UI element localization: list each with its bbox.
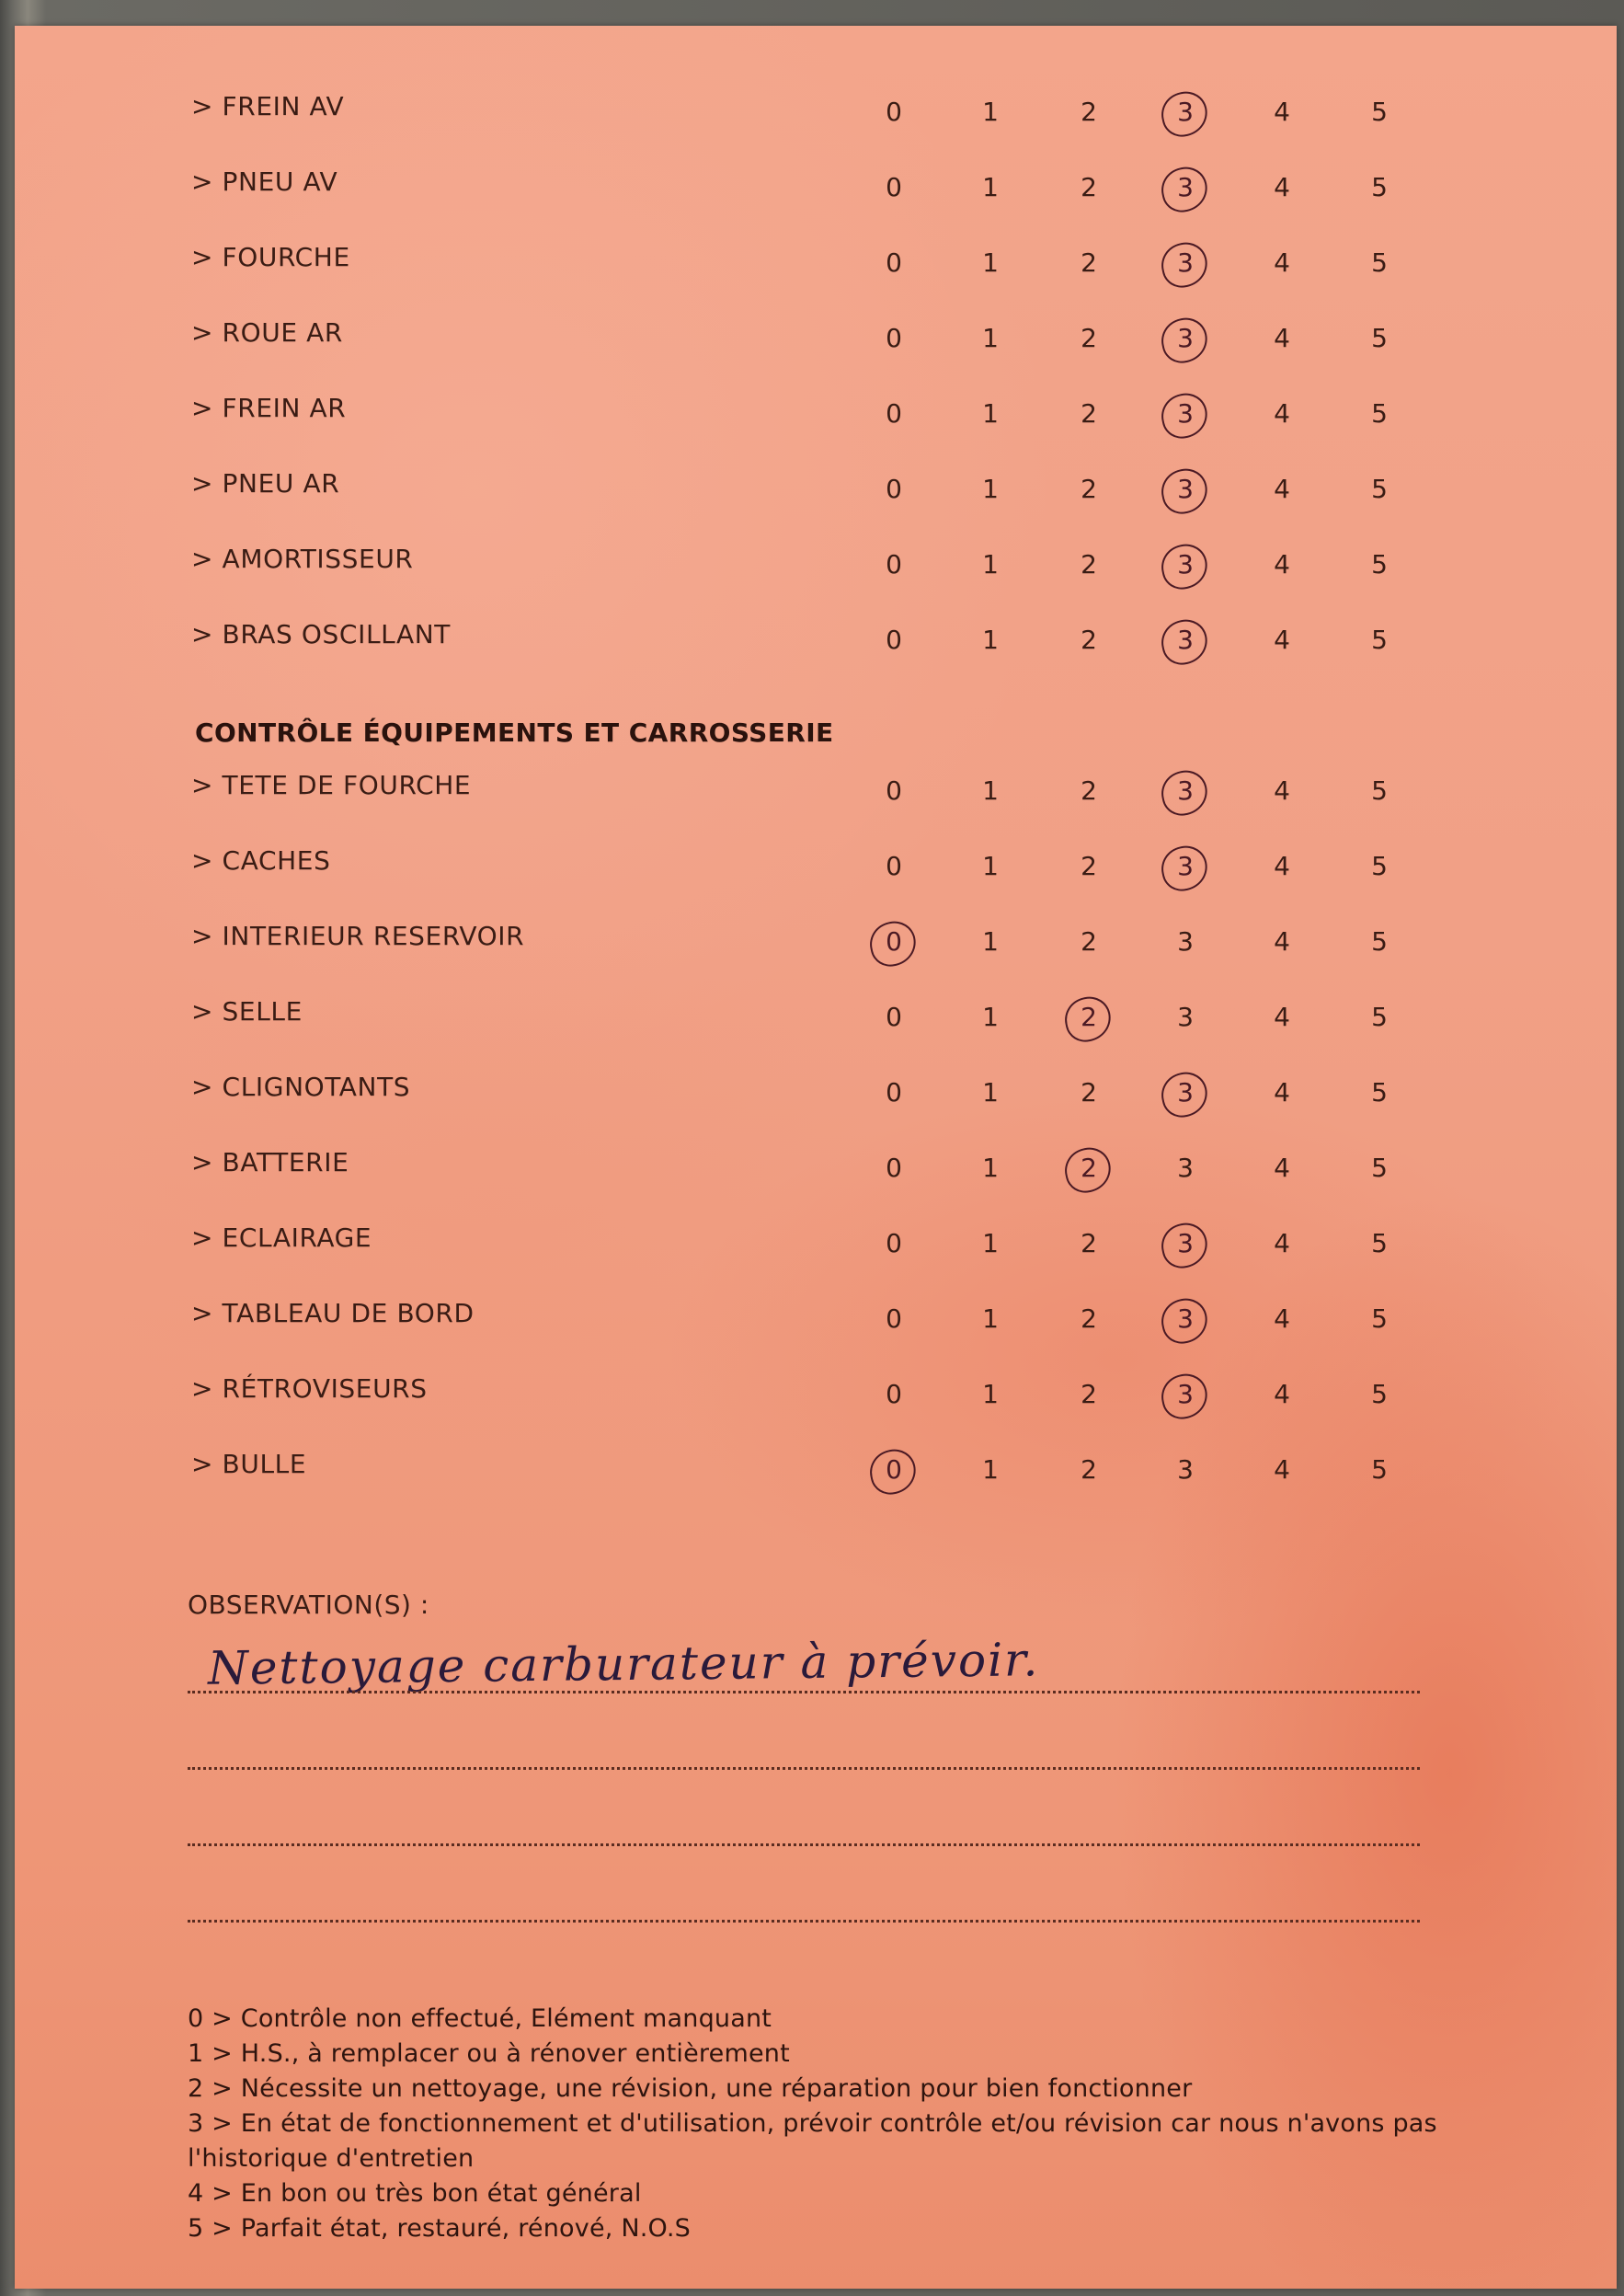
score-option[interactable] — [972, 1301, 1009, 1337]
score-value: 3 — [1177, 1454, 1194, 1485]
checklist-item-label: > FREIN AV — [191, 91, 345, 121]
score-value: 5 — [1371, 398, 1388, 429]
score-value: 5 — [1371, 926, 1388, 957]
score-option[interactable] — [875, 320, 912, 357]
section-title: CONTRÔLE ÉQUIPEMENTS ET CARROSSERIE — [195, 718, 834, 748]
checklist-item-label: > ROUE AR — [191, 317, 343, 348]
score-option[interactable] — [972, 1150, 1009, 1187]
checklist-item-label: > PNEU AR — [191, 468, 340, 499]
score-value: 1 — [982, 851, 999, 881]
score-option[interactable] — [972, 245, 1009, 281]
observation-line — [188, 1843, 1420, 1846]
score-value: 1 — [982, 1454, 999, 1485]
handdrawn-circle-icon — [1158, 615, 1212, 668]
handdrawn-circle-icon — [1158, 389, 1212, 442]
score-option[interactable] — [1264, 471, 1300, 508]
checklist-row — [15, 918, 1617, 973]
score-option-selected[interactable] — [1167, 1376, 1204, 1413]
score-option-selected[interactable] — [1167, 471, 1204, 508]
score-value: 2 — [1081, 851, 1097, 881]
score-value: 1 — [982, 474, 999, 504]
score-value: 2 — [1081, 1379, 1097, 1409]
observations-label: OBSERVATION(S) : — [188, 1590, 429, 1620]
score-value: 5 — [1371, 172, 1388, 202]
score-option[interactable] — [1361, 1452, 1398, 1488]
score-option[interactable] — [1264, 546, 1300, 583]
checklist-row — [15, 1295, 1617, 1350]
score-value: 1 — [982, 172, 999, 202]
score-option[interactable] — [875, 546, 912, 583]
score-value: 0 — [886, 398, 902, 429]
score-value: 3 — [1177, 172, 1194, 202]
checklist-item-label: > RÉTROVISEURS — [191, 1373, 428, 1404]
score-option[interactable] — [972, 1452, 1009, 1488]
score-option[interactable] — [1264, 1150, 1300, 1187]
score-option[interactable] — [875, 94, 912, 131]
score-value: 3 — [1177, 474, 1194, 504]
score-option[interactable] — [972, 1074, 1009, 1111]
score-value: 2 — [1081, 1228, 1097, 1258]
checklist-row — [15, 993, 1617, 1049]
score-value: 4 — [1274, 323, 1290, 353]
handdrawn-circle-icon — [1158, 1219, 1212, 1271]
score-value: 5 — [1371, 474, 1388, 504]
score-option[interactable] — [972, 320, 1009, 357]
score-value: 2 — [1081, 1077, 1097, 1108]
score-value: 1 — [982, 1303, 999, 1334]
score-value: 4 — [1274, 172, 1290, 202]
score-value: 4 — [1274, 775, 1290, 806]
score-value: 3 — [1177, 97, 1194, 127]
score-option[interactable] — [1264, 999, 1300, 1036]
score-value: 3 — [1177, 247, 1194, 278]
score-option[interactable] — [972, 94, 1009, 131]
score-option[interactable] — [1070, 622, 1107, 659]
score-option[interactable] — [875, 622, 912, 659]
handdrawn-circle-icon — [1158, 163, 1212, 215]
checklist-row — [15, 1446, 1617, 1501]
score-value: 3 — [1177, 323, 1194, 353]
score-option[interactable] — [1167, 924, 1204, 960]
score-option[interactable] — [1070, 924, 1107, 960]
score-value: 2 — [1081, 625, 1097, 655]
checklist-row — [15, 541, 1617, 596]
checklist-item-label: > BATTERIE — [191, 1147, 349, 1177]
score-value: 2 — [1081, 926, 1097, 957]
score-option[interactable] — [972, 999, 1009, 1036]
score-option[interactable] — [972, 169, 1009, 206]
checklist-row — [15, 1220, 1617, 1275]
legend-item: 0 > Contrôle non effectué, Elément manquant — [188, 2004, 772, 2033]
score-value: 3 — [1177, 1379, 1194, 1409]
score-value: 1 — [982, 323, 999, 353]
score-value: 0 — [886, 474, 902, 504]
checklist-item-label: > SELLE — [191, 996, 303, 1027]
checklist-item-label: > ECLAIRAGE — [191, 1223, 372, 1253]
score-value: 4 — [1274, 926, 1290, 957]
score-option[interactable] — [1070, 1074, 1107, 1111]
score-option[interactable] — [1264, 94, 1300, 131]
score-option[interactable] — [875, 245, 912, 281]
score-option[interactable] — [1264, 622, 1300, 659]
handdrawn-circle-icon — [1158, 238, 1212, 291]
score-option[interactable] — [875, 396, 912, 432]
checklist-item-label: > AMORTISSEUR — [191, 544, 414, 574]
checklist-item-label: > CACHES — [191, 845, 331, 876]
score-value: 0 — [886, 323, 902, 353]
score-option[interactable] — [1264, 1376, 1300, 1413]
score-value: 0 — [886, 97, 902, 127]
score-value: 0 — [886, 1228, 902, 1258]
score-option-selected[interactable] — [1167, 396, 1204, 432]
score-option[interactable] — [875, 848, 912, 885]
score-option[interactable] — [1070, 773, 1107, 809]
checklist-item-label: > PNEU AV — [191, 166, 338, 197]
score-option-selected[interactable] — [1070, 999, 1107, 1036]
score-option[interactable] — [1070, 546, 1107, 583]
score-value: 0 — [886, 247, 902, 278]
score-value: 2 — [1081, 1153, 1097, 1183]
handdrawn-circle-icon — [866, 1445, 921, 1498]
score-option[interactable] — [1070, 245, 1107, 281]
score-value: 4 — [1274, 474, 1290, 504]
score-option[interactable] — [1264, 1301, 1300, 1337]
checklist-row — [15, 88, 1617, 144]
score-value: 5 — [1371, 1303, 1388, 1334]
score-option[interactable] — [1264, 1074, 1300, 1111]
score-value: 4 — [1274, 625, 1290, 655]
handdrawn-circle-icon — [1158, 540, 1212, 592]
score-option[interactable] — [1264, 320, 1300, 357]
score-value: 5 — [1371, 1077, 1388, 1108]
score-option-selected[interactable] — [1167, 1301, 1204, 1337]
score-option[interactable] — [875, 1074, 912, 1111]
score-option[interactable] — [1070, 1452, 1107, 1488]
score-option-selected[interactable] — [1167, 546, 1204, 583]
score-option[interactable] — [1070, 320, 1107, 357]
handdrawn-circle-icon — [866, 917, 921, 970]
score-value: 0 — [886, 172, 902, 202]
score-option[interactable] — [1167, 1452, 1204, 1488]
score-option[interactable] — [1070, 1301, 1107, 1337]
score-value: 2 — [1081, 775, 1097, 806]
score-option-selected[interactable] — [875, 1452, 912, 1488]
score-option-selected[interactable] — [1167, 1074, 1204, 1111]
score-value: 4 — [1274, 247, 1290, 278]
score-option[interactable] — [1361, 320, 1398, 357]
legend-item: 4 > En bon ou très bon état général — [188, 2179, 642, 2208]
score-value: 4 — [1274, 398, 1290, 429]
handdrawn-circle-icon — [1158, 842, 1212, 894]
observation-handwritten-note: Nettoyage carburateur à prévoir. — [207, 1633, 1040, 1695]
score-value: 1 — [982, 775, 999, 806]
score-value: 0 — [886, 1303, 902, 1334]
handdrawn-circle-icon — [1061, 1143, 1115, 1196]
checklist-item-label: > FOURCHE — [191, 242, 350, 272]
score-option[interactable] — [1361, 245, 1398, 281]
score-value: 2 — [1081, 1303, 1097, 1334]
score-value: 0 — [886, 549, 902, 580]
legend-item: 1 > H.S., à remplacer ou à rénover entièrement — [188, 2039, 790, 2068]
checklist-row — [15, 1069, 1617, 1124]
score-value: 4 — [1274, 1303, 1290, 1334]
score-value: 5 — [1371, 97, 1388, 127]
score-option[interactable] — [1361, 1376, 1398, 1413]
score-option[interactable] — [1361, 169, 1398, 206]
checklist-row — [15, 767, 1617, 822]
handdrawn-circle-icon — [1158, 1370, 1212, 1422]
score-value: 2 — [1081, 172, 1097, 202]
score-option[interactable] — [1361, 1225, 1398, 1262]
score-option[interactable] — [1361, 999, 1398, 1036]
score-value: 3 — [1177, 1077, 1194, 1108]
score-option[interactable] — [1361, 622, 1398, 659]
score-value: 2 — [1081, 549, 1097, 580]
score-option[interactable] — [1070, 1376, 1107, 1413]
score-value: 1 — [982, 625, 999, 655]
checklist-item-label: > CLIGNOTANTS — [191, 1072, 411, 1102]
handdrawn-circle-icon — [1158, 314, 1212, 366]
score-value: 3 — [1177, 775, 1194, 806]
score-option[interactable] — [1167, 999, 1204, 1036]
score-option[interactable] — [1070, 471, 1107, 508]
score-value: 0 — [886, 926, 902, 957]
score-option[interactable] — [1361, 773, 1398, 809]
checklist-item-label: > INTERIEUR RESERVOIR — [191, 921, 525, 951]
checklist-row — [15, 1144, 1617, 1200]
handdrawn-circle-icon — [1158, 766, 1212, 819]
score-option[interactable] — [1070, 396, 1107, 432]
score-option[interactable] — [1070, 94, 1107, 131]
score-option[interactable] — [972, 1225, 1009, 1262]
checklist-row — [15, 843, 1617, 898]
checklist-row — [15, 164, 1617, 219]
score-value: 5 — [1371, 851, 1388, 881]
checklist-item-label: > TABLEAU DE BORD — [191, 1298, 475, 1328]
score-value: 4 — [1274, 1228, 1290, 1258]
checklist-item-label: > TETE DE FOURCHE — [191, 770, 472, 800]
score-option[interactable] — [972, 396, 1009, 432]
legend-item: 5 > Parfait état, restauré, rénové, N.O.S — [188, 2214, 691, 2243]
score-value: 5 — [1371, 1454, 1388, 1485]
score-option[interactable] — [875, 1150, 912, 1187]
score-option[interactable] — [1167, 1150, 1204, 1187]
score-option[interactable] — [875, 999, 912, 1036]
score-option[interactable] — [1070, 848, 1107, 885]
score-option[interactable] — [1070, 1225, 1107, 1262]
score-value: 3 — [1177, 1002, 1194, 1032]
score-value: 5 — [1371, 1002, 1388, 1032]
score-value: 3 — [1177, 549, 1194, 580]
checklist-item-label: > FREIN AR — [191, 393, 347, 423]
score-value: 5 — [1371, 1228, 1388, 1258]
observation-line — [188, 1920, 1420, 1923]
score-value: 2 — [1081, 474, 1097, 504]
score-value: 2 — [1081, 1002, 1097, 1032]
score-value: 1 — [982, 549, 999, 580]
inspection-sheet — [15, 26, 1617, 2289]
score-value: 2 — [1081, 323, 1097, 353]
score-option-selected[interactable] — [1167, 94, 1204, 131]
score-value: 4 — [1274, 97, 1290, 127]
score-option[interactable] — [972, 471, 1009, 508]
handdrawn-circle-icon — [1158, 87, 1212, 140]
checklist-row — [15, 465, 1617, 521]
score-value: 2 — [1081, 247, 1097, 278]
score-option[interactable] — [1361, 94, 1398, 131]
score-value: 0 — [886, 1153, 902, 1183]
score-option-selected[interactable] — [875, 924, 912, 960]
score-value: 5 — [1371, 625, 1388, 655]
score-value: 4 — [1274, 1379, 1290, 1409]
score-value: 0 — [886, 1002, 902, 1032]
score-value: 0 — [886, 625, 902, 655]
checklist-item-label: > BULLE — [191, 1449, 307, 1479]
score-value: 2 — [1081, 1454, 1097, 1485]
score-value: 1 — [982, 1077, 999, 1108]
checklist-row — [15, 1371, 1617, 1426]
score-option[interactable] — [1264, 924, 1300, 960]
score-value: 4 — [1274, 1153, 1290, 1183]
score-option[interactable] — [1361, 924, 1398, 960]
score-option-selected[interactable] — [1167, 848, 1204, 885]
score-option[interactable] — [875, 471, 912, 508]
score-value: 4 — [1274, 851, 1290, 881]
score-option[interactable] — [1264, 848, 1300, 885]
legend-item: 3 > En état de fonctionnement et d'utilisation, prévoir contrôle et/ou révision car nous n'avons pas l'historique d'entretien — [188, 2109, 1437, 2173]
score-option[interactable] — [1361, 471, 1398, 508]
score-value: 3 — [1177, 625, 1194, 655]
score-value: 2 — [1081, 97, 1097, 127]
score-option[interactable] — [875, 1376, 912, 1413]
score-value: 1 — [982, 398, 999, 429]
score-option-selected[interactable] — [1167, 622, 1204, 659]
score-option[interactable] — [1361, 848, 1398, 885]
checklist-row — [15, 390, 1617, 445]
observation-line — [188, 1767, 1420, 1770]
score-value: 1 — [982, 1002, 999, 1032]
score-value: 5 — [1371, 775, 1388, 806]
score-value: 1 — [982, 247, 999, 278]
score-option[interactable] — [972, 622, 1009, 659]
score-value: 5 — [1371, 247, 1388, 278]
score-option-selected[interactable] — [1167, 773, 1204, 809]
score-option-selected[interactable] — [1070, 1150, 1107, 1187]
score-option[interactable] — [1264, 1452, 1300, 1488]
score-value: 3 — [1177, 1303, 1194, 1334]
score-value: 1 — [982, 97, 999, 127]
checklist-item-label: > BRAS OSCILLANT — [191, 619, 451, 649]
score-value: 0 — [886, 851, 902, 881]
score-value: 3 — [1177, 1153, 1194, 1183]
checklist-row — [15, 616, 1617, 672]
score-option[interactable] — [1264, 245, 1300, 281]
score-value: 1 — [982, 1153, 999, 1183]
score-value: 0 — [886, 1379, 902, 1409]
score-option[interactable] — [1361, 396, 1398, 432]
score-value: 5 — [1371, 1153, 1388, 1183]
handdrawn-circle-icon — [1158, 1294, 1212, 1347]
score-option[interactable] — [875, 773, 912, 809]
score-option-selected[interactable] — [1167, 169, 1204, 206]
score-value: 0 — [886, 1454, 902, 1485]
score-value: 5 — [1371, 323, 1388, 353]
score-option[interactable] — [1361, 1301, 1398, 1337]
score-option[interactable] — [1361, 1074, 1398, 1111]
score-option[interactable] — [972, 773, 1009, 809]
handdrawn-circle-icon — [1158, 465, 1212, 517]
score-value: 0 — [886, 1077, 902, 1108]
score-value: 1 — [982, 1228, 999, 1258]
score-option[interactable] — [1361, 546, 1398, 583]
score-legend — [188, 2002, 1457, 2246]
score-option[interactable] — [972, 848, 1009, 885]
score-option[interactable] — [1361, 1150, 1398, 1187]
score-option-selected[interactable] — [1167, 1225, 1204, 1262]
score-value: 5 — [1371, 1379, 1388, 1409]
score-option[interactable] — [972, 1376, 1009, 1413]
score-option[interactable] — [875, 1301, 912, 1337]
score-option-selected[interactable] — [1167, 320, 1204, 357]
score-value: 3 — [1177, 398, 1194, 429]
score-value: 3 — [1177, 926, 1194, 957]
score-value: 4 — [1274, 1454, 1290, 1485]
score-option[interactable] — [1264, 169, 1300, 206]
score-option[interactable] — [875, 1225, 912, 1262]
score-value: 4 — [1274, 549, 1290, 580]
score-value: 4 — [1274, 1002, 1290, 1032]
checklist-row — [15, 315, 1617, 370]
score-value: 5 — [1371, 549, 1388, 580]
score-value: 3 — [1177, 851, 1194, 881]
score-value: 2 — [1081, 398, 1097, 429]
score-option[interactable] — [1264, 396, 1300, 432]
score-value: 3 — [1177, 1228, 1194, 1258]
score-option[interactable] — [875, 169, 912, 206]
score-value: 4 — [1274, 1077, 1290, 1108]
score-option[interactable] — [972, 546, 1009, 583]
score-value: 0 — [886, 775, 902, 806]
score-option[interactable] — [1264, 773, 1300, 809]
score-value: 1 — [982, 1379, 999, 1409]
observation-line — [188, 1691, 1420, 1693]
handdrawn-circle-icon — [1158, 1068, 1212, 1120]
score-option[interactable] — [972, 924, 1009, 960]
score-option[interactable] — [1070, 169, 1107, 206]
handdrawn-circle-icon — [1061, 993, 1115, 1045]
score-value: 1 — [982, 926, 999, 957]
checklist-row — [15, 239, 1617, 294]
legend-item: 2 > Nécessite un nettoyage, une révision, une réparation pour bien fonctionner — [188, 2074, 1193, 2103]
score-option[interactable] — [1264, 1225, 1300, 1262]
score-option-selected[interactable] — [1167, 245, 1204, 281]
